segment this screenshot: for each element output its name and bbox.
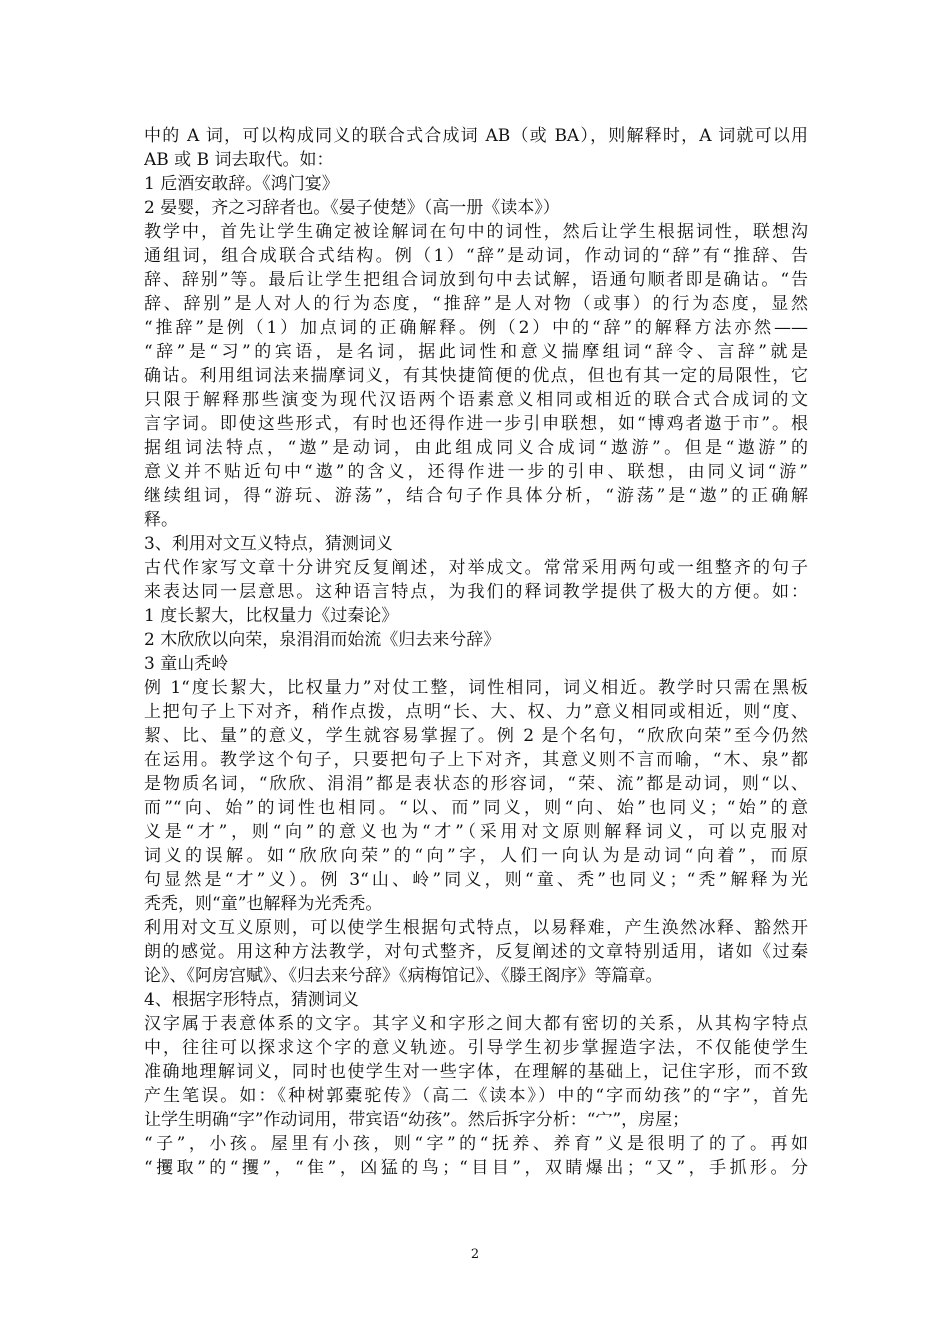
text-line: 例 1“度长絜大，比权量力”对仗工整，词性相同，词义相近。教学时只需在黑板 xyxy=(144,678,808,698)
text-line: 论》、《阿房宫赋》、《归去来兮辞》《病梅馆记》、《滕王阁序》等篇章。 xyxy=(144,966,663,986)
text-line: 利用对文互义原则，可以使学生根据句式特点，以易释难，产生涣然冰释、豁然开 xyxy=(144,918,808,938)
text-line: “攫取”的“攫”，“隹”，凶猛的鸟；“目目”，双睛爆出；“又”，手抓形。分 xyxy=(144,1158,808,1178)
text-line: 4、根据字形特点，猜测词义 xyxy=(144,990,359,1010)
text-line: 词义的误解。如“欣欣向荣”的“向”字，人们一向认为是动词“向着”，而原 xyxy=(144,846,808,866)
text-line: 言字词。即使这些形式，有时也还得作进一步引申联想，如“博鸡者遨于市”。根 xyxy=(144,414,808,434)
text-line: 汉字属于表意体系的文字。其字义和字形之间大都有密切的关系，从其构字特点 xyxy=(144,1014,808,1034)
text-line: 古代作家写文章十分讲究反复阐述，对举成文。常常采用两句或一组整齐的句子 xyxy=(144,558,808,578)
text-line: 中，往往可以探求这个字的意义轨迹。引导学生初步掌握造字法，不仅能使学生 xyxy=(144,1038,808,1058)
text-line: 教学中，首先让学生确定被诠解词在句中的词性，然后让学生根据词性，联想沟 xyxy=(144,222,808,242)
text-line: 只限于解释那些演变为现代汉语两个语素意义相同或相近的联合式合成词的文 xyxy=(144,390,808,410)
text-line: 2 晏婴，齐之习辞者也。《晏子使楚》（高一册《读本》） xyxy=(144,198,560,218)
page-number: 2 xyxy=(470,1247,480,1262)
text-line: 产生笔误。如：《种树郭橐驼传》（高二《读本》）中的“字而幼孩”的“字”，首先 xyxy=(144,1086,808,1106)
text-line: 1 度长絜大，比权量力《过秦论》 xyxy=(144,606,399,626)
text-line: AB 或 B 词去取代。如： xyxy=(144,150,334,170)
text-line: “推辞”是例（1）加点词的正确解释。例（2）中的“辞”的解释方法亦然—— xyxy=(144,318,808,338)
text-line: 准确地理解词义，同时也使学生对一些字体，在理解的基础上，记住字形，而不致 xyxy=(144,1062,808,1082)
text-line: 辞、辞别”等。最后让学生把组合词放到句中去试解，语通句顺者即是确诂。“告 xyxy=(144,270,808,290)
text-line: 而”“向、始”的词性也相同。“以、而”同义，则“向、始”也同义；“始”的意 xyxy=(144,798,808,818)
text-line: 来表达同一层意思。这种语言特点，为我们的释词教学提供了极大的方便。如： xyxy=(144,582,808,602)
text-line: “辞”是“习”的宾语，是名词，据此词性和意义揣摩组词“辞令、言辞”就是 xyxy=(144,342,808,362)
text-line: 朗的感觉。用这种方法教学，对句式整齐，反复阐述的文章特别适用，诸如《过秦 xyxy=(144,942,808,962)
text-line: 1 卮酒安敢辞。《鸿门宴》 xyxy=(144,174,339,194)
text-line: 3、利用对文互义特点，猜测词义 xyxy=(144,534,393,554)
text-line: 据组词法特点，“遨”是动词，由此组成同义合成词“遨游”。但是“遨游”的 xyxy=(144,438,808,458)
text-line: 2 木欣欣以向荣，泉涓涓而始流《归去来兮辞》 xyxy=(144,630,501,650)
text-line: 上把句子上下对齐，稍作点拨，点明“长、大、权、力”意义相同或相近，则“度、 xyxy=(144,702,808,722)
text-line: 是物质名词，“欣欣、涓涓”都是表状态的形容词，“荣、流”都是动词，则“以、 xyxy=(144,774,808,794)
text-line: 在运用。教学这个句子，只要把句子上下对齐，其意义则不言而喻，“木、泉”都 xyxy=(144,750,808,770)
text-line: 义是“才”，则“向”的意义也为“才”（采用对文原则解释词义，可以克服对 xyxy=(144,822,808,842)
text-line: 通组词，组合成联合式结构。例（1）“辞”是动词，作动词的“辞”有“推辞、告 xyxy=(144,246,808,266)
text-line: 让学生明确“字”作动词用，带宾语“幼孩”。然后拆字分析：“宀”，房屋； xyxy=(144,1110,690,1130)
text-line: 絜、比、量”的意义，学生就容易掌握了。例 2 是个名句，“欣欣向荣”至今仍然 xyxy=(144,726,808,746)
text-line: 秃秃，则“童”也解释为光秃秃。 xyxy=(144,894,383,914)
text-line: 释。 xyxy=(144,510,178,530)
text-line: “子”，小孩。屋里有小孩，则“字”的“抚养、养育”义是很明了的了。再如 xyxy=(144,1134,808,1154)
document-body xyxy=(144,124,808,1180)
text-line: 确诂。利用组词法来揣摩词义，有其快捷简便的优点，但也有其一定的局限性，它 xyxy=(144,366,808,386)
text-line: 句显然是“才”义）。例 3“山、岭”同义，则“童、秃”也同义；“秃”解释为光 xyxy=(144,870,808,890)
text-line: 3 童山秃岭 xyxy=(144,654,229,674)
text-line: 中的 A 词，可以构成同义的联合式合成词 AB（或 BA），则解释时，A 词就可以用 xyxy=(144,126,808,146)
text-line: 意义并不贴近句中“遨”的含义，还得作进一步的引申、联想，由同义词“游” xyxy=(144,462,808,482)
text-line: 辞、辞别”是人对人的行为态度，“推辞”是人对物（或事）的行为态度，显然 xyxy=(144,294,808,314)
text-line: 继续组词，得“游玩、游荡”，结合句子作具体分析，“游荡”是“遨”的正确解 xyxy=(144,486,808,506)
